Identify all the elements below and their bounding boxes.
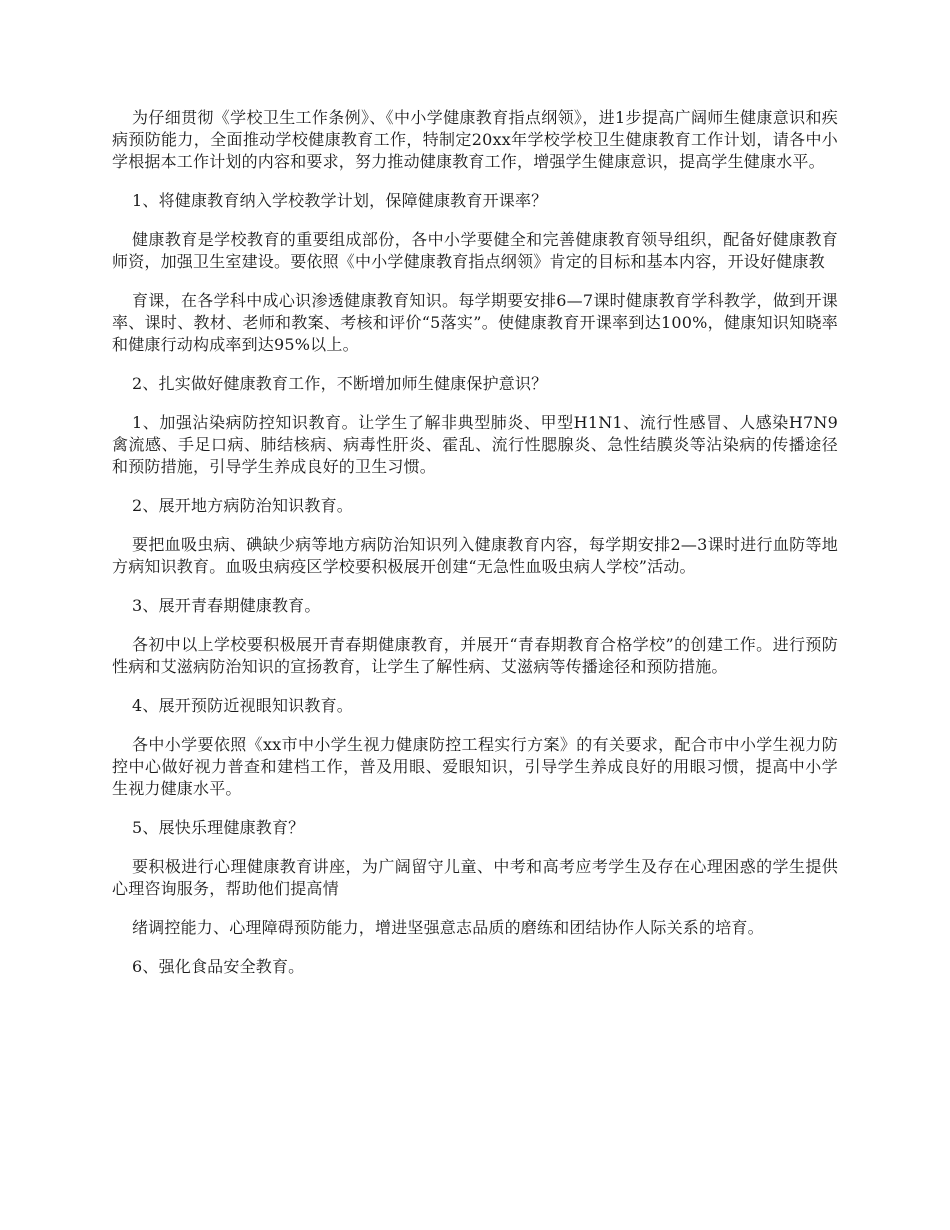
body-paragraph: 1、加强沾染病防控知识教育。让学生了解非典型肺炎、甲型H1N1、流行性感冒、人感染H7N9禽流感、手足口病、肺结核病、病毒性肝炎、霍乱、流行性腮腺炎、急性结膜炎等沾染病的传播途径和预防措施，引导学生养成良好的卫生习惯。: [112, 413, 838, 476]
section-heading-1: 1、将健康教育纳入学校教学计划，保障健康教育开课率？: [132, 191, 548, 210]
section-heading-2: 2、扎实做好健康教育工作，不断增加师生健康保护意识？: [132, 374, 548, 393]
body-paragraph: 健康教育是学校教育的重要组成部份，各中小学要健全和完善健康教育领导组织，配备好健康教育师资，加强卫生室建设。要依照《中小学健康教育指点纲领》肯定的目标和基本内容，开设好健康教: [112, 230, 838, 271]
subsection-heading: 4、展开预防近视眼知识教育。: [132, 696, 353, 715]
document-body: [112, 107, 838, 995]
body-paragraph: 要把血吸虫病、碘缺少病等地方病防治知识列入健康教育内容，每学期安排2—3课时进行血防等地方病知识教育。血吸虫病疫区学校要积极展开创建“无急性血吸虫病人学校”活动。: [112, 535, 838, 576]
body-paragraph: 绪调控能力、心理障碍预防能力，增进坚强意志品质的磨练和团结协作人际关系的培育。: [132, 918, 764, 937]
body-paragraph: 育课，在各学科中成心识渗透健康教育知识。每学期要安排6—7课时健康教育学科教学，做到开课率、课时、教材、老师和教案、考核和评价“5落实”。使健康教育开课率到达100%，健康知识知晓率和健康行动构成率到达95%以上。: [112, 291, 838, 354]
subsection-heading: 6、强化食品安全教育。: [132, 957, 305, 976]
subsection-heading: 3、展开青春期健康教育。: [132, 596, 321, 615]
body-paragraph: 要积极进行心理健康教育讲座，为广阔留守儿童、中考和高考应考学生及存在心理困惑的学生提供心理咨询服务，帮助他们提高情: [112, 857, 838, 898]
body-paragraph: 各初中以上学校要积极展开青春期健康教育，并展开“青春期教育合格学校”的创建工作。进行预防性病和艾滋病防治知识的宣扬教育，让学生了解性病、艾滋病等传播途径和预防措施。: [112, 635, 838, 676]
subsection-heading: 2、展开地方病防治知识教育。: [132, 496, 353, 515]
intro-paragraph: 为仔细贯彻《学校卫生工作条例》、《中小学健康教育指点纲领》，进1步提高广阔师生健康意识和疾病预防能力，全面推动学校健康教育工作，特制定20xx年学校学校卫生健康教育工作计划，请各中小学根据本工作计划的内容和要求，努力推动健康教育工作，增强学生健康意识，提高学生健康水平。: [112, 108, 838, 171]
subsection-heading: 5、展快乐理健康教育？: [132, 818, 305, 837]
body-paragraph: 各中小学要依照《xx市中小学生视力健康防控工程实行方案》的有关要求，配合市中小学生视力防控中心做好视力普查和建档工作，普及用眼、爱眼知识，引导学生养成良好的用眼习惯，提高中小学生视力健康水平。: [112, 735, 838, 798]
